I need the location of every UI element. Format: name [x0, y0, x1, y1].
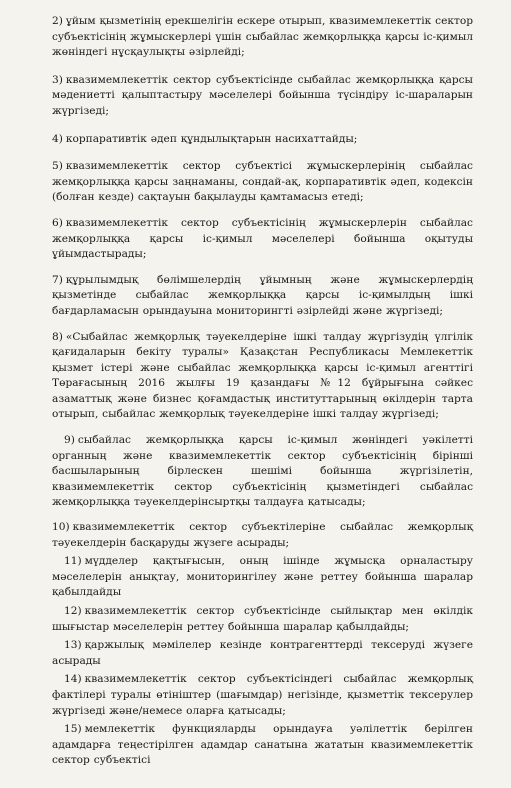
item-number: 8): [52, 330, 63, 343]
list-item: [52, 554, 473, 601]
list-item: [52, 772, 473, 788]
list-item: [52, 330, 473, 424]
item-text: квазимемлекеттік сектор субъектісінде сыйлықтар мен өкілдік шығыстар мәселелерін реттеу бойынша шаралар қабылдайды;: [52, 605, 473, 633]
item-number: 13): [64, 639, 82, 652]
item-number: 6): [52, 216, 63, 229]
item-text: квазимемлекеттік сектор субъектісінде сыбайлас жемқорлыққа қарсы мәдениетті қалыптастыру мәселелері бойынша түсіндіру іс-шараларын жүргізеді;: [52, 73, 473, 117]
item-text: мемлекеттік функцияларды орындауға уәлілеттік берілген адамдарға теңестірілген адамдар санатына жататын квазимемлекеттік сектор субъектісі: [52, 723, 473, 767]
list-item: [52, 159, 473, 206]
list-item: [52, 73, 473, 120]
item-number: 5): [52, 160, 63, 173]
item-number: 2): [52, 15, 63, 27]
item-number: 9): [64, 434, 75, 447]
list-item: [52, 132, 473, 148]
list-item: [52, 273, 473, 320]
item-text: құрылымдық бөлімшелердің ұйымның және жұмыскерлердің қызметінде сыбайлас жемқорлыққа қарсы іс-қимылдың ішкі бағдарламасын орындауына мониторингті әзірлейді және жүргізеді;: [52, 273, 473, 317]
item-text: квазимемлекеттік сектор субъектісіндегі сыбайлас жемқорлық фактілері туралы өтініштер (шағымдар) негізінде, қызметтік тексерулер жүргізеді және/немесе оларға қатысады;: [52, 673, 473, 717]
item-number: 14): [64, 673, 82, 686]
list-item: [52, 672, 473, 719]
list-item: [52, 14, 473, 61]
item-text: сыбайлас жемқорлыққа қарсы іс-қимыл жөніндегі уәкілетті органның және квазимемлекеттік сектор субъектісінің бірінші басшыларының бірлескен шешімі бойынша жүргізілетін, квазимемлекеттік сектор субъектісінің қызметіндегі сыбайлас жемқорлыққа тәуекелдерінсыртқы талдауға қатысады;: [52, 434, 473, 509]
list-item: [52, 520, 473, 551]
list-item: [52, 216, 473, 263]
item-text: корпаративтік әдеп құндылықтарын насихаттайды;: [65, 132, 358, 145]
item-number: 10): [52, 521, 70, 534]
list-item: [52, 638, 473, 669]
item-number: 4): [52, 132, 63, 145]
item-text: квазимемлекеттік сектор субъектісінің жұмыскерлерін сыбайлас жемқорлыққа қарсы іс-қимыл мәселелері бойынша оқытуды ұйымдастырады;: [52, 216, 473, 261]
list-item: [52, 604, 473, 635]
item-number: 12): [64, 605, 82, 617]
item-text: «Сыбайлас жемқорлық тәуекелдеріне ішкі талдау жүргізудің үлгілік қағидаларын бекіту туралы» Қазақстан Республикасы Мемлекеттік қызмет істері және сыбайлас жемқорлыққа қарсы іс-қимыл агенттігі Төрағасының 2016 жылғы 19 қазандағы №12 бұйрығына сәйкес азаматтық және бизнес қоғамдастық институттарының өкілдерін тарта отырып, сыбайлас жемқорлық тәуекелдеріне ішкі талдау жүргізеді;: [52, 330, 473, 421]
item-number: 7): [52, 273, 63, 286]
item-text: ұйым қызметінің ерекшелігін ескере отырып, квазимемлекеттік сектор субъектісінің жұмыскерлері үшін сыбайлас жемқорлыққа қарсы іс-қимыл жөніндегі нұсқаулықты әзірлейді;: [52, 15, 474, 59]
item-text: квазимемлекеттік сектор субъектісі жұмыскерлерінің сыбайлас жемқорлыққа қарсы заңнаманы, сондай-ақ, корпаративтік әдеп, кодексін (болған кезде) сақтауын бақылауды қамтамасыз етеді;: [52, 160, 473, 204]
list-item: [52, 433, 473, 511]
item-text: квазимемлекеттік сектор субъектілеріне сыбайлас жемқорлық тәуекелдерін басқаруды жүзеге асырады;: [52, 521, 473, 549]
item-text: мүдделер қақтығысын, оның ішінде жұмысқа орналастыру мәселелерін анықтау, мониторингілеу және реттеу бойынша шаралар қабылдайды: [52, 555, 473, 599]
item-text: қаржылық мәмілелер кезінде контрагенттерді тексеруді жүзеге асырады: [52, 639, 473, 667]
list-item: [52, 722, 473, 769]
item-number: 11): [64, 555, 82, 568]
item-number: 3): [52, 73, 63, 86]
item-number: 15): [64, 723, 82, 736]
